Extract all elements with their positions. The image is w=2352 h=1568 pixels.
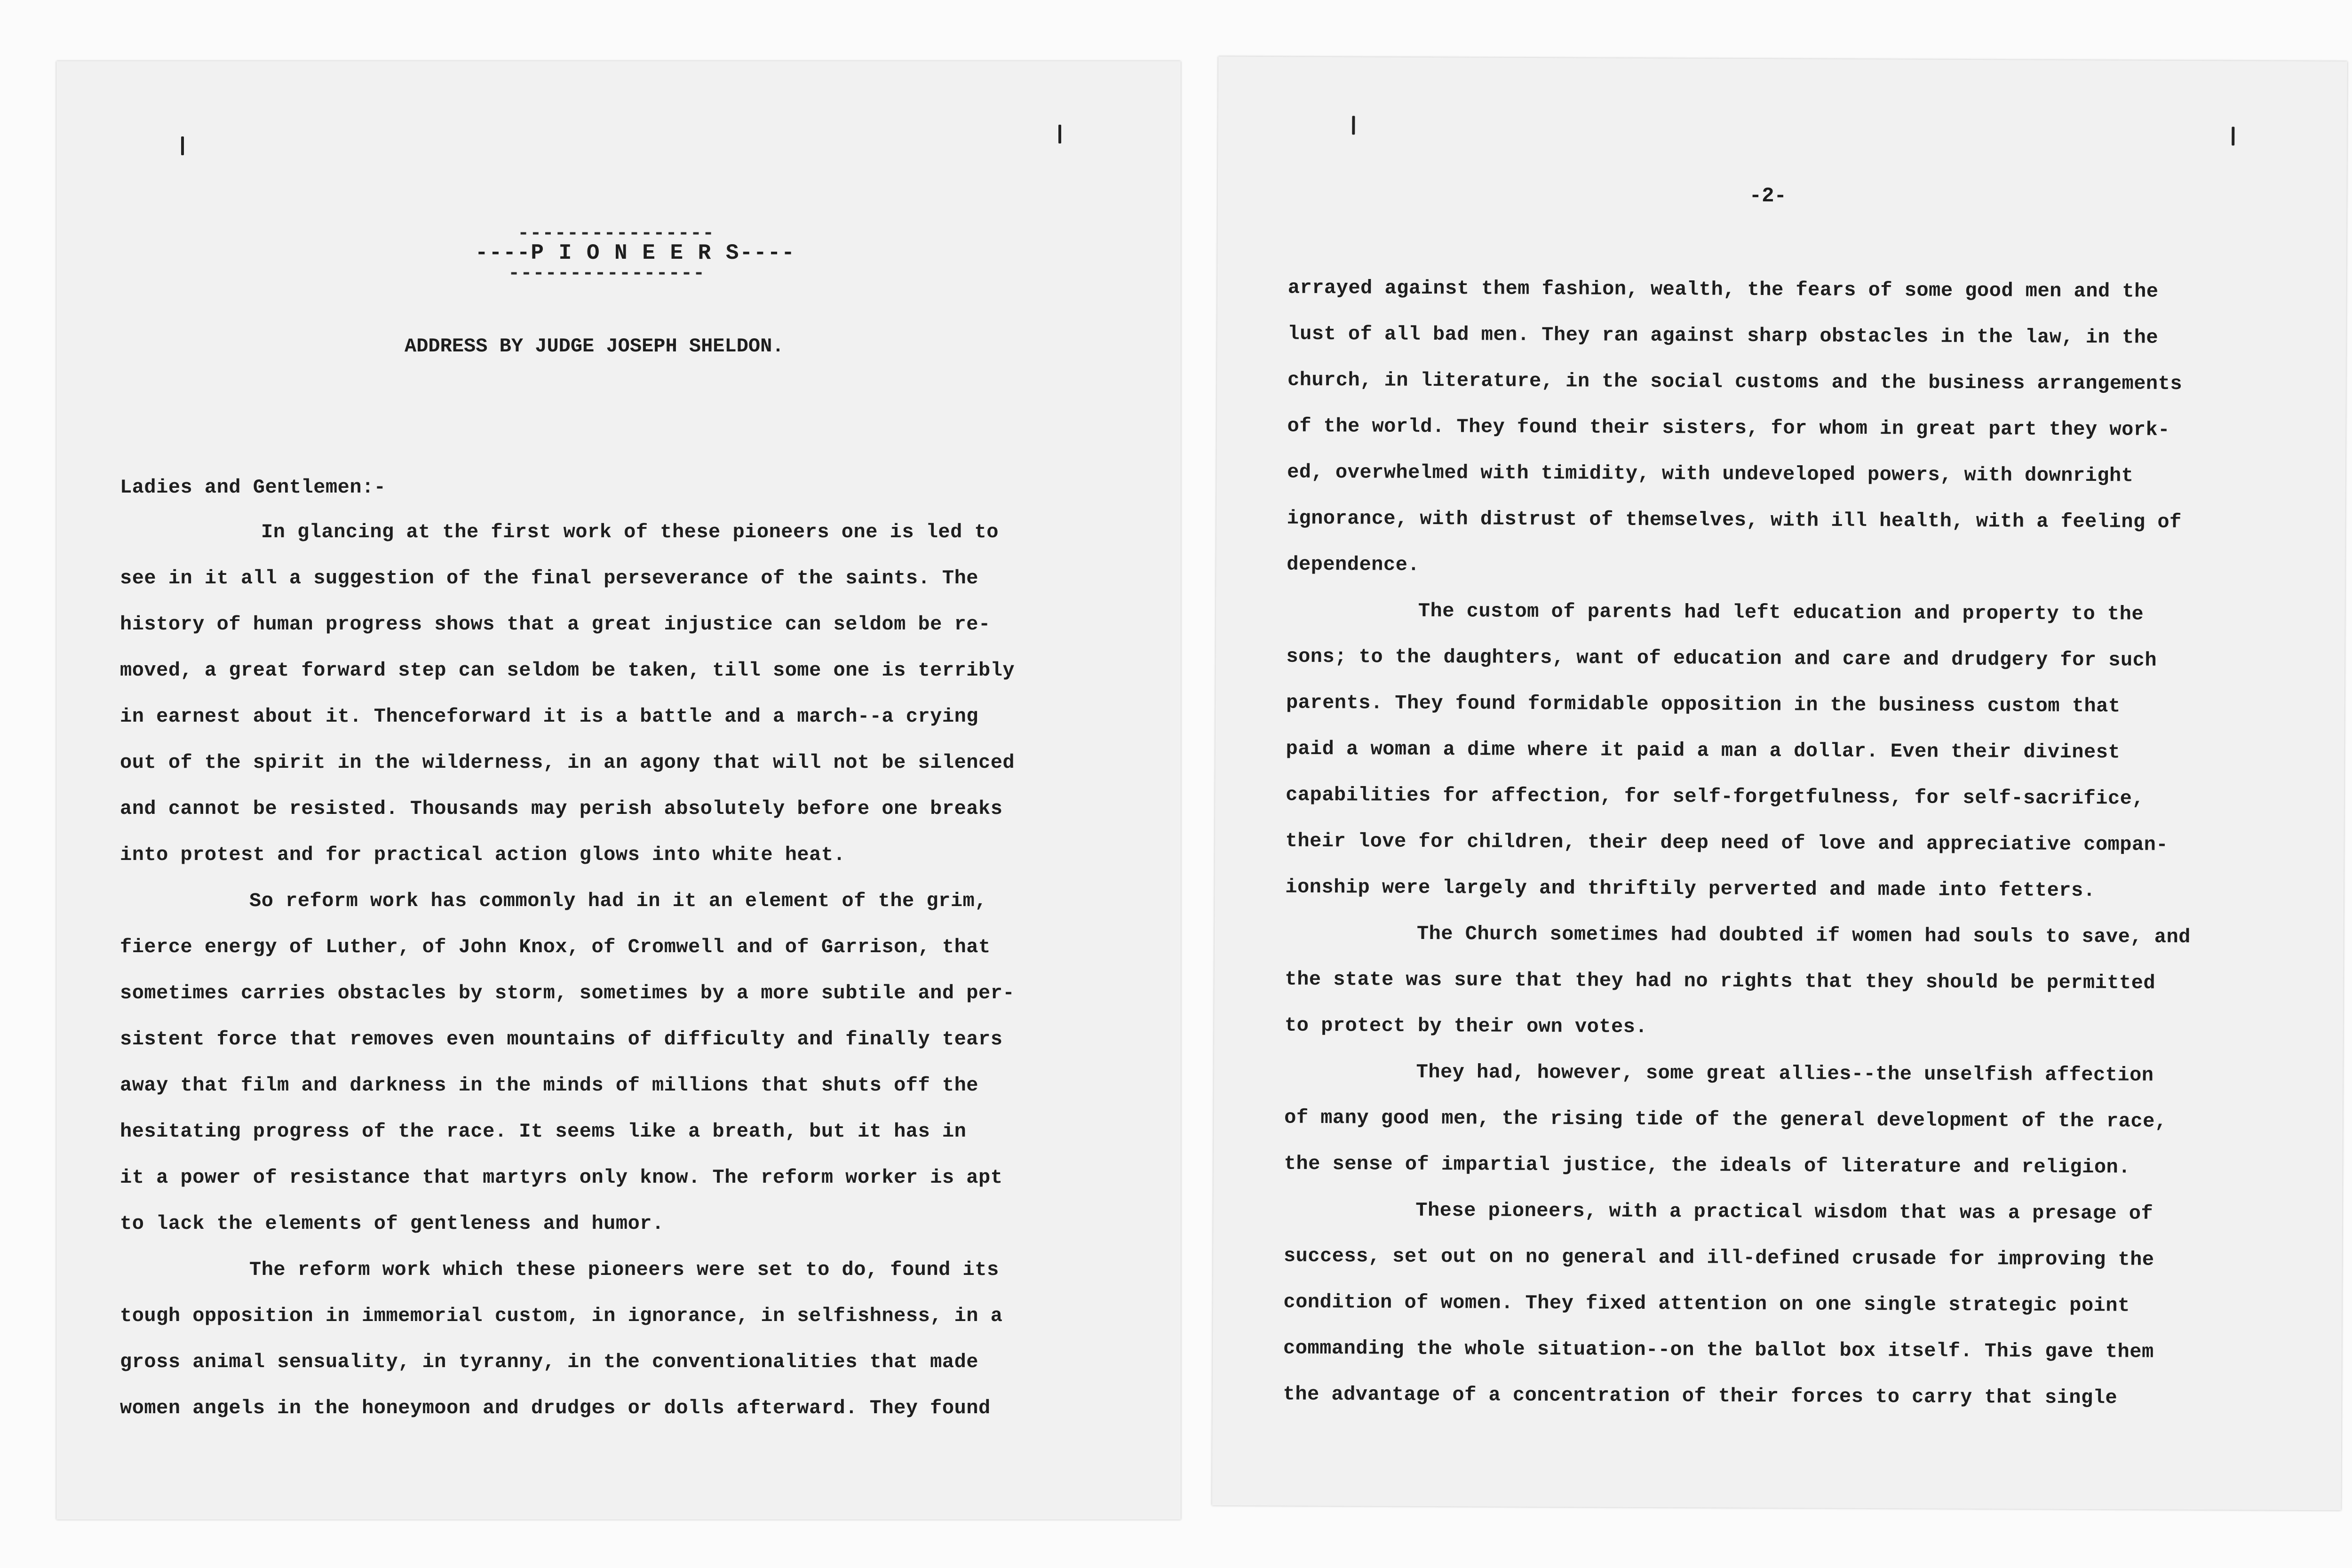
body-line: tough opposition in immemorial custom, in ignorance, in selfishness, in a: [120, 1305, 1003, 1327]
body-line: sons; to the daughters, want of education and care and drudgery for such: [1286, 645, 2157, 672]
body-line: of the world. They found their sisters, for whom in great part they work-: [1287, 414, 2170, 441]
page-title: ----P I O N E E R S----: [475, 241, 795, 265]
page-number: -2-: [1749, 184, 1787, 208]
body-line: of many good men, the rising tide of the general development of the race,: [1284, 1106, 2167, 1133]
page-1: [56, 61, 1181, 1520]
body-line: parents. They found formidable opposition in the business custom that: [1286, 691, 2121, 718]
punch-mark-right: [2232, 127, 2234, 145]
body-line: The Church sometimes had doubted if women had souls to save, and: [1416, 922, 2191, 949]
body-line: to lack the elements of gentleness and humor.: [120, 1212, 664, 1235]
body-line: These pioneers, with a practical wisdom that was a presage of: [1415, 1199, 2153, 1225]
body-line: success, set out on no general and ill-defined crusade for improving the: [1283, 1244, 2154, 1271]
body-line: out of the spirit in the wilderness, in an agony that will not be silenced: [120, 751, 1015, 774]
body-line: dependence.: [1287, 553, 1420, 576]
body-line: The custom of parents had left education and property to the: [1418, 599, 2144, 626]
body-line: condition of women. They fixed attention on one single strategic point: [1283, 1290, 2130, 1317]
body-line: They had, however, some great allies--the unselfish affection: [1416, 1060, 2154, 1087]
body-line: into protest and for practical action glows into white heat.: [120, 844, 846, 866]
body-line: the sense of impartial justice, the ideals of literature and religion.: [1284, 1152, 2131, 1179]
body-line: the advantage of a concentration of their forces to carry that single: [1283, 1383, 2118, 1409]
body-line: sistent force that removes even mountains of difficulty and finally tears: [120, 1028, 1003, 1051]
body-line: commanding the whole situation--on the ballot box itself. This gave them: [1283, 1337, 2154, 1363]
body-line: moved, a great forward step can seldom be taken, till some one is terribly: [120, 659, 1015, 682]
body-line: church, in literature, in the social customs and the business arrangements: [1287, 368, 2183, 395]
body-line: away that film and darkness in the minds of millions that shuts off the: [120, 1074, 978, 1097]
body-line: ignorance, with distrust of themselves, with ill health, with a feeling of: [1287, 507, 2182, 533]
body-line: see in it all a suggestion of the final perseverance of the saints. The: [120, 567, 978, 589]
salutation: Ladies and Gentlemen:-: [120, 476, 386, 499]
body-line: capabilities for affection, for self-forgetfulness, for self-sacrifice,: [1286, 783, 2145, 810]
body-line: ed, overwhelmed with timidity, with undeveloped powers, with downright: [1287, 461, 2134, 487]
address-byline: ADDRESS BY JUDGE JOSEPH SHELDON.: [405, 335, 784, 358]
punch-mark-left: [1352, 116, 1355, 135]
body-line: their love for children, their deep need of love and appreciative compan-: [1285, 829, 2169, 856]
body-line: paid a woman a dime where it paid a man a dollar. Even their divinest: [1286, 737, 2121, 764]
body-line: fierce energy of Luther, of John Knox, of Cromwell and of Garrison, that: [120, 936, 991, 958]
body-line: sometimes carries obstacles by storm, sometimes by a more subtile and per-: [120, 982, 1015, 1004]
body-line: gross animal sensuality, in tyranny, in the conventionalities that made: [120, 1351, 978, 1373]
body-line: In glancing at the first work of these pioneers one is led to: [261, 521, 999, 543]
body-line: the state was sure that they had no rights that they should be permitted: [1285, 968, 2156, 995]
body-line: women angels in the honeymoon and drudges or dolls afterward. They found: [120, 1397, 991, 1419]
body-line: ionship were largely and thriftily perverted and made into fetters.: [1285, 876, 2096, 902]
body-line: in earnest about it. Thenceforward it is a battle and a march--a crying: [120, 705, 978, 728]
body-line: lust of all bad men. They ran against sharp obstacles in the law, in the: [1287, 322, 2159, 349]
body-line: history of human progress shows that a great injustice can seldom be re-: [120, 613, 991, 636]
body-line: it a power of resistance that martyrs only know. The reform worker is apt: [120, 1166, 1003, 1189]
body-line: to protect by their own votes.: [1284, 1014, 1648, 1038]
title-rule-top: ----------------: [517, 222, 715, 245]
body-line: arrayed against them fashion, wealth, the fears of some good men and the: [1287, 276, 2159, 303]
punch-mark-left: [181, 136, 184, 155]
body-line: and cannot be resisted. Thousands may perish absolutely before one breaks: [120, 797, 1003, 820]
page-2: [1212, 56, 2347, 1510]
title-rule-bottom: ----------------: [508, 262, 706, 285]
body-line: So reform work has commonly had in it an element of the grim,: [249, 890, 987, 912]
body-line: The reform work which these pioneers were set to do, found its: [249, 1258, 999, 1281]
punch-mark-right: [1058, 125, 1061, 143]
body-line: hesitating progress of the race. It seems like a breath, but it has in: [120, 1120, 967, 1143]
